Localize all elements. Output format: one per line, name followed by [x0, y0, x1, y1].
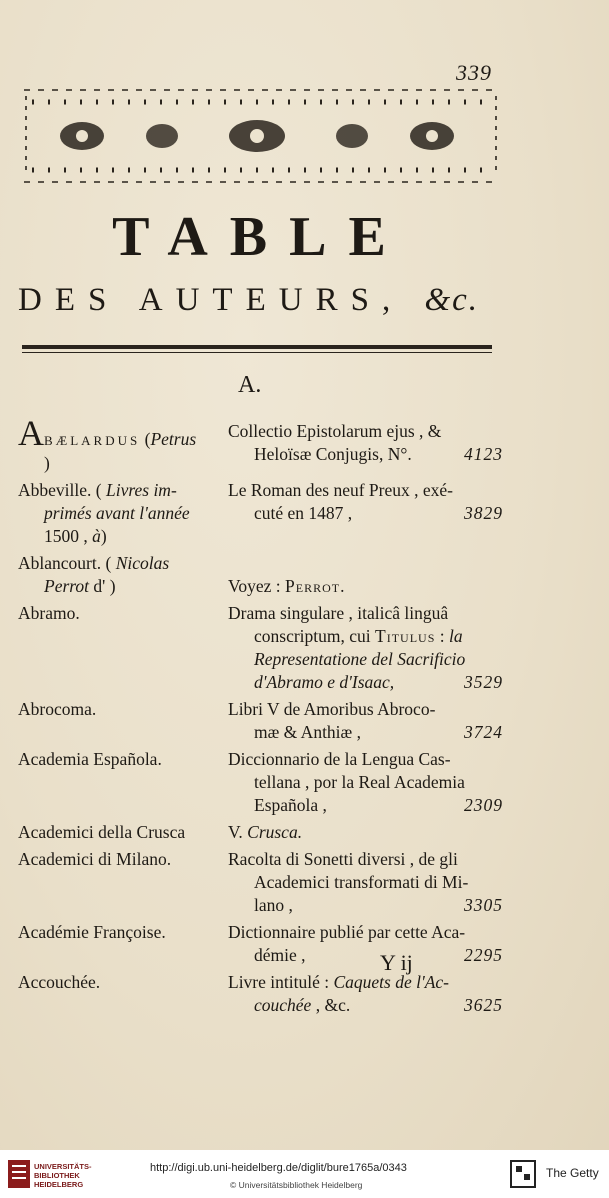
page-number: 339 — [456, 60, 492, 85]
entry-author: Academia Española. — [18, 749, 162, 769]
index-entry — [18, 698, 508, 744]
entry-author: Ablancourt. ( Nicolas Perrot d' ) — [18, 553, 170, 596]
entry-author: ABÆLARDUS (Petrus ) — [18, 413, 197, 473]
entry-work: Drama singulare , italicâ linguâ conscriptum, cui Titulus : la Representatione del Sacrificio d'Abramo e d'Isaac, 3529 — [228, 603, 503, 692]
page-subtitle — [18, 282, 518, 319]
index-entry — [18, 848, 508, 917]
footer-bar — [0, 1150, 609, 1198]
entry-author: Academici della Crusca — [18, 822, 186, 842]
subtitle-etc: &c. — [424, 282, 480, 318]
getty-logo-icon — [510, 1160, 536, 1188]
index-entry — [18, 821, 508, 844]
entry-work: Voyez : Perrot. — [228, 576, 346, 596]
entry-work: V. Crusca. — [228, 822, 303, 842]
index-entry — [18, 552, 508, 598]
section-letter: A. — [238, 372, 262, 398]
entry-work: Libri V de Amoribus Abroco- mæ & Anthiæ , 3724 — [228, 699, 503, 742]
subtitle-text: DES AUTEURS, — [18, 282, 404, 318]
divider-thick — [22, 345, 492, 349]
entry-author: Abramo. — [18, 603, 80, 623]
index-entry — [18, 921, 508, 967]
entry-author: Accouchée. — [18, 972, 101, 992]
catalog-number: 3305 — [464, 895, 503, 915]
entry-work: Diccionnario de la Lengua Cas- tellana , por la Real Academia Española , 2309 — [228, 749, 503, 815]
author-index — [18, 413, 508, 1021]
catalog-number: 3724 — [464, 722, 503, 742]
catalog-number: 2295 — [464, 945, 503, 965]
entry-work: Dictionnaire publié par cette Aca- démie , 2295 — [228, 922, 503, 965]
entry-author: Academici di Milano. — [18, 849, 172, 869]
index-entry — [18, 748, 508, 817]
catalog-number: 4123 — [464, 444, 503, 464]
signature-mark: Y ij — [380, 950, 413, 975]
index-entry — [18, 602, 508, 694]
library-name: UNIVERSITÄTS- BIBLIOTHEK HEIDELBERG — [34, 1162, 92, 1189]
entry-work: Livre intitulé : Caquets de l'Ac- couchée , &c. 3625 — [228, 972, 503, 1015]
entry-work: Collectio Epistolarum ejus , & Heloïsæ Conjugis, N°. 4123 — [228, 421, 503, 464]
entry-work: Racolta di Sonetti diversi , de gli Academici transformati di Mi- lano , 3305 — [228, 849, 503, 915]
page-title: TABLE — [112, 206, 408, 268]
divider-thin — [22, 352, 492, 353]
entry-author: Académie Françoise. — [18, 922, 166, 942]
catalog-number: 3625 — [464, 995, 503, 1015]
entry-author: Abbeville. ( Livres im- primés avant l'année 1500 , à) — [18, 480, 190, 546]
university-library-logo-icon — [8, 1160, 30, 1188]
index-entry — [18, 479, 508, 548]
document-url-link[interactable]: http://digi.ub.uni-heidelberg.de/diglit/bure1765a/0343 — [150, 1162, 407, 1174]
catalog-number: 3829 — [464, 503, 503, 523]
decorative-headpiece — [22, 82, 500, 190]
catalog-number: 3529 — [464, 672, 503, 692]
copyright-notice: © Universitätsbibliothek Heidelberg — [230, 1180, 363, 1190]
index-entry — [18, 971, 508, 1017]
getty-partner-name: The Getty — [546, 1166, 599, 1180]
index-entry — [18, 413, 508, 475]
entry-work: Le Roman des neuf Preux , exé- cuté en 1487 , 3829 — [228, 480, 503, 523]
entry-author: Abrocoma. — [18, 699, 97, 719]
catalog-number: 2309 — [464, 795, 503, 815]
